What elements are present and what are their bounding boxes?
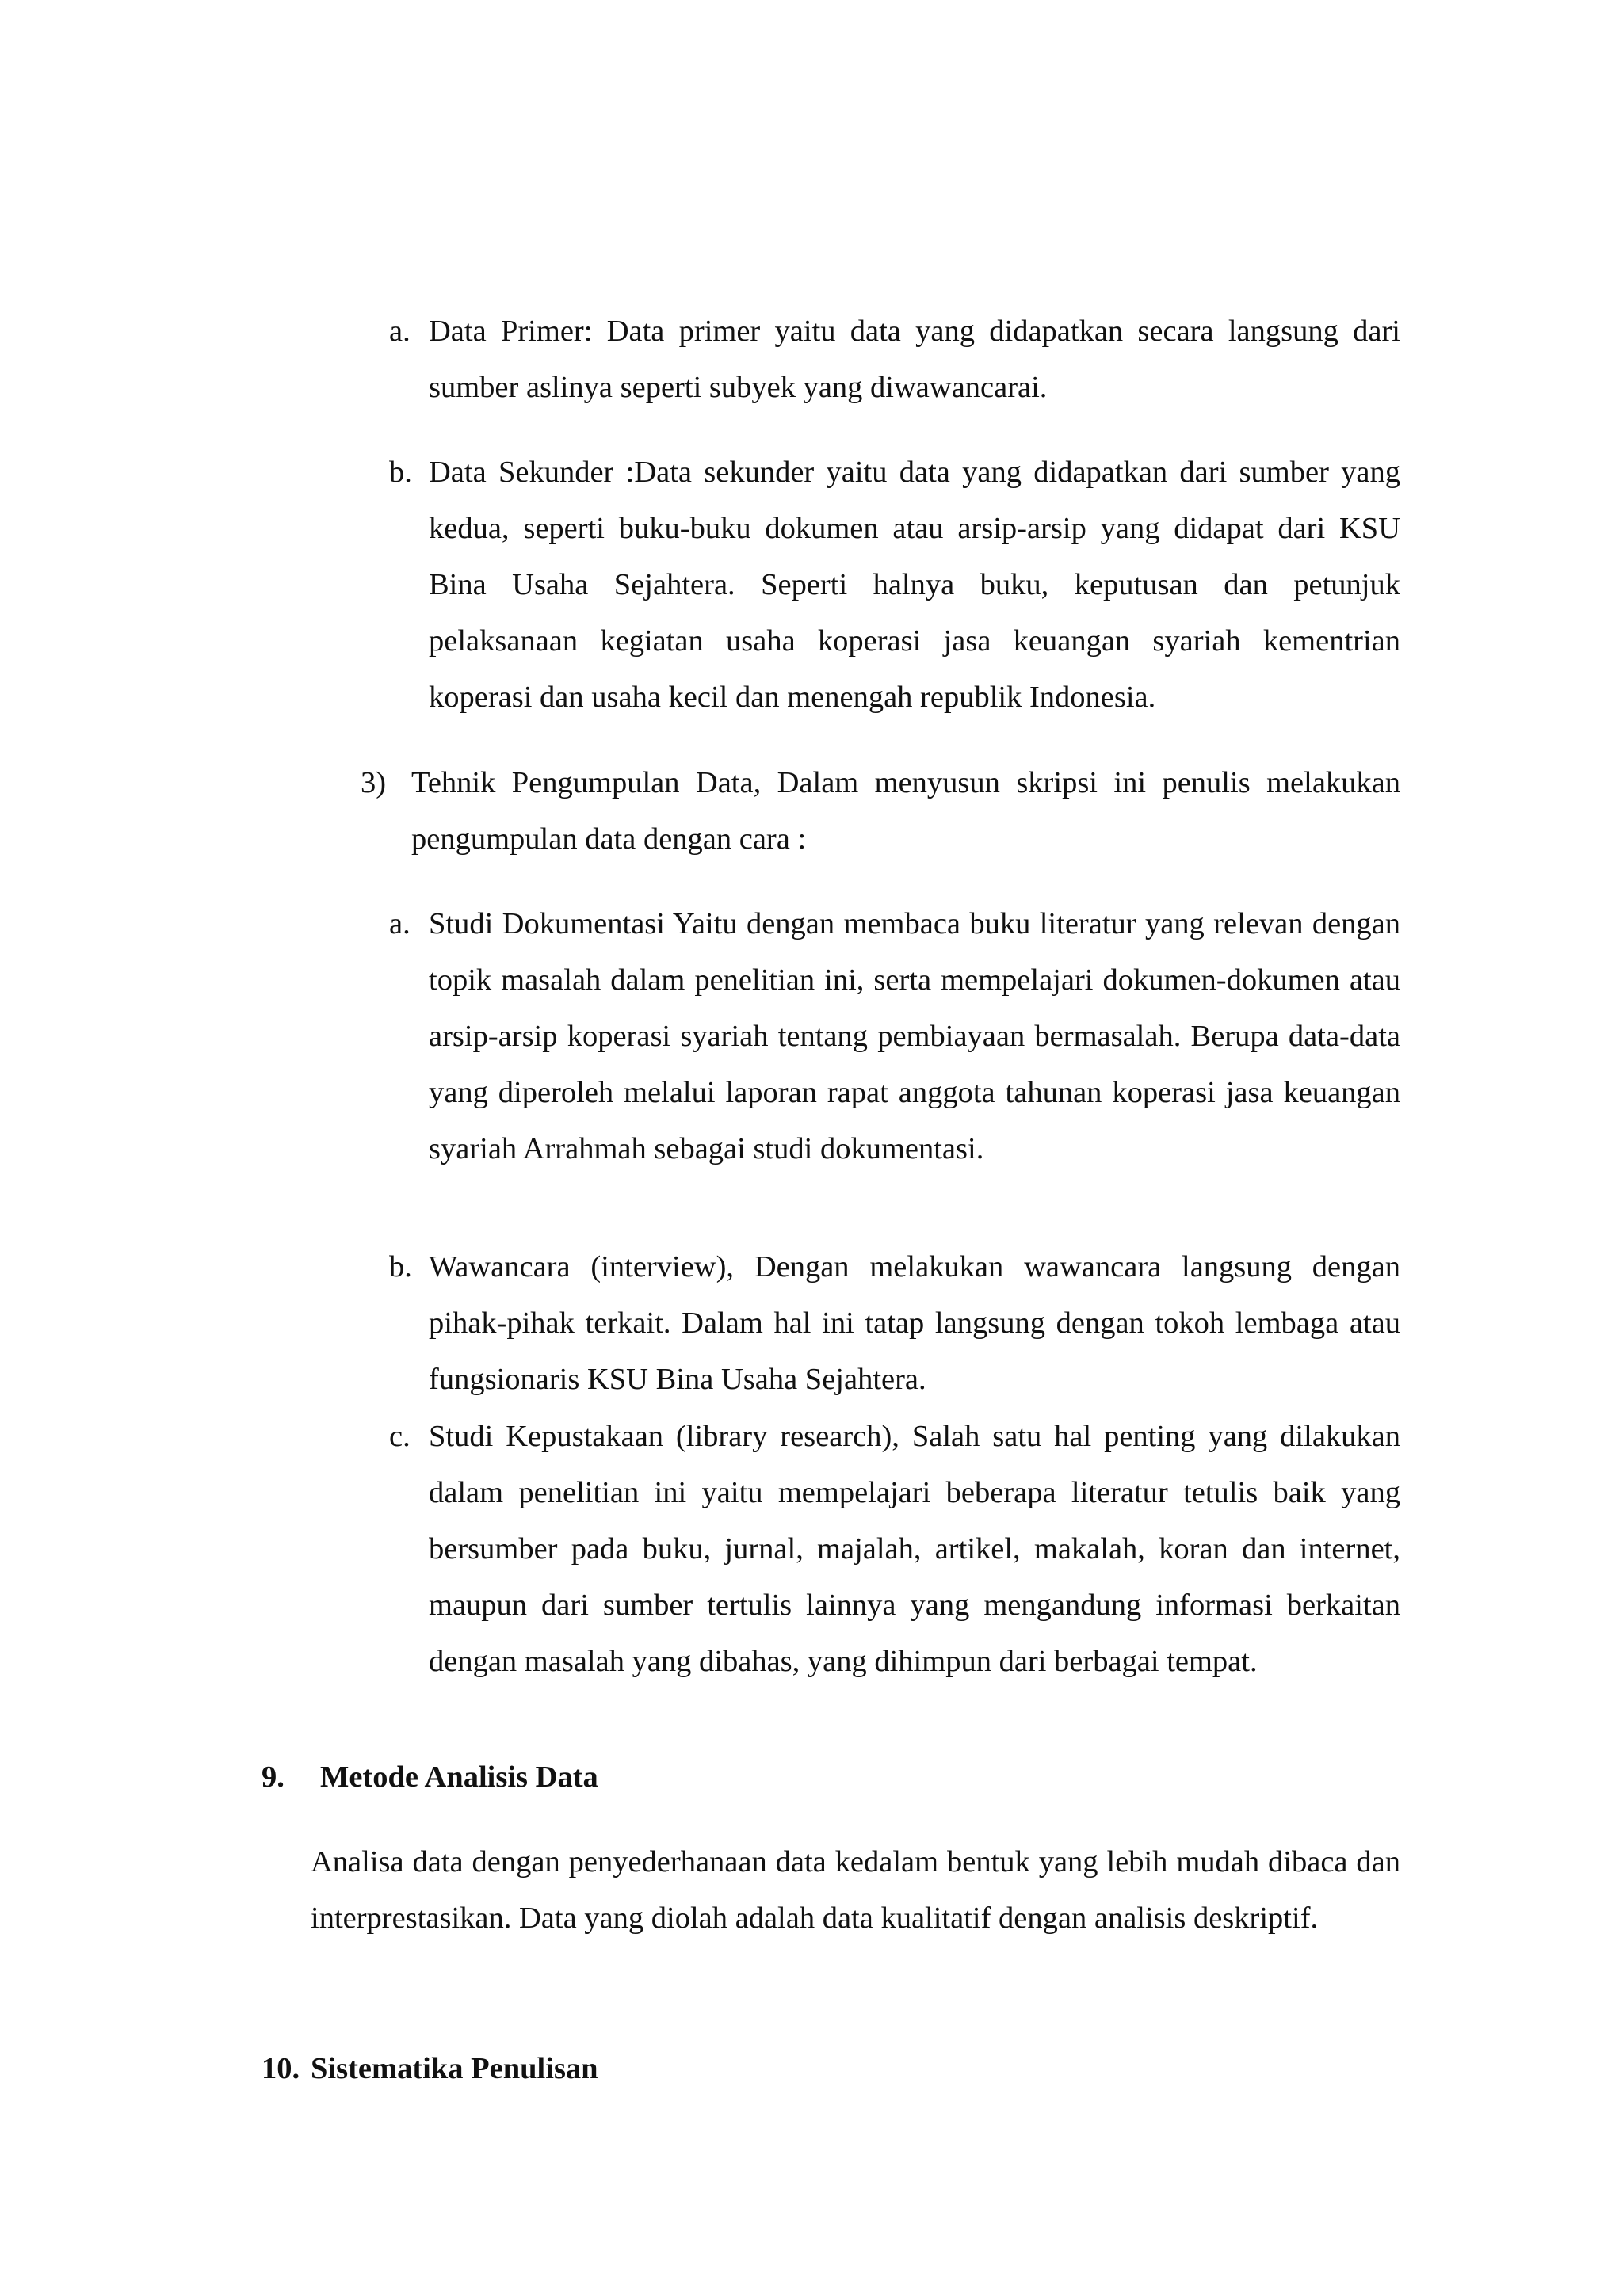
section-title: Sistematika Penulisan: [311, 2052, 598, 2085]
section-number: 9.: [262, 1760, 285, 1794]
list-item-data-primer: [389, 303, 1400, 416]
section-heading-9: [262, 1749, 598, 1806]
list-item-text: Tehnik Pengumpulan Data, Dalam menyusun skripsi ini penulis melakukan pengumpulan data dengan cara :: [411, 766, 1400, 856]
list-marker: a.: [389, 907, 411, 940]
list-item-text: Wawancara (interview), Dengan melakukan wawancara langsung dengan pihak-pihak terkait. Dalam hal ini tatap langsung dengan tokoh lembaga atau fungsionaris KSU Bina Usaha Sejahtera.: [429, 1250, 1400, 1396]
list-item-text: Studi Kepustakaan (library research), Salah satu hal penting yang dilakukan dalam penelitian ini yaitu mempelajari beberapa literatur tetulis baik yang bersumber pada buku, jurnal, majalah, artikel, makalah, koran dan internet, maupun dari sumber tertulis lainnya yang mengandung informasi berkaitan dengan masalah yang dibahas, yang dihimpun dari berbagai tempat.: [429, 1420, 1400, 1678]
list-item-text: Data Primer: Data primer yaitu data yang didapatkan secara langsung dari sumber aslinya seperti subyek yang diwawancarai.: [429, 315, 1400, 404]
list-item-studi-dokumentasi: [389, 896, 1400, 1177]
section-number: 10.: [262, 2052, 300, 2085]
list-item-wawancara: [389, 1239, 1400, 1408]
body-text: Analisa data dengan penyederhanaan data kedalam bentuk yang lebih mudah dibaca dan interprestasikan. Data yang diolah adalah data kualitatif dengan analisis deskriptif.: [311, 1845, 1400, 1935]
list-item-text: Data Sekunder :Data sekunder yaitu data yang didapatkan dari sumber yang kedua, seperti buku-buku dokumen atau arsip-arsip yang didapat dari KSU Bina Usaha Sejahtera. Seperti halnya buku, keputusan dan petunjuk pelaksanaan kegiatan usaha koperasi jasa keuangan syariah kementrian koperasi dan usaha kecil dan menengah republik Indonesia.: [429, 456, 1400, 714]
list-marker: a.: [389, 315, 411, 348]
list-marker: b.: [389, 1250, 412, 1283]
list-marker: b.: [389, 456, 412, 489]
list-marker: 3): [361, 766, 387, 799]
list-item-studi-kepustakaan: [389, 1409, 1400, 1690]
list-marker: c.: [389, 1420, 411, 1453]
list-item-tehnik-pengumpulan-data: [361, 755, 1400, 868]
list-item-text: Studi Dokumentasi Yaitu dengan membaca buku literatur yang relevan dengan topik masalah dalam penelitian ini, serta mempelajari dokumen-dokumen atau arsip-arsip koperasi syariah tentang pembiayaan bermasalah. Berupa data-data yang diperoleh melalui laporan rapat anggota tahunan koperasi jasa keuangan syariah Arrahmah sebagai studi dokumentasi.: [429, 907, 1400, 1165]
section-heading-10: [262, 2041, 598, 2097]
section-9-body: [311, 1834, 1400, 1947]
section-title: Metode Analisis Data: [320, 1760, 598, 1794]
list-item-data-sekunder: [389, 444, 1400, 726]
